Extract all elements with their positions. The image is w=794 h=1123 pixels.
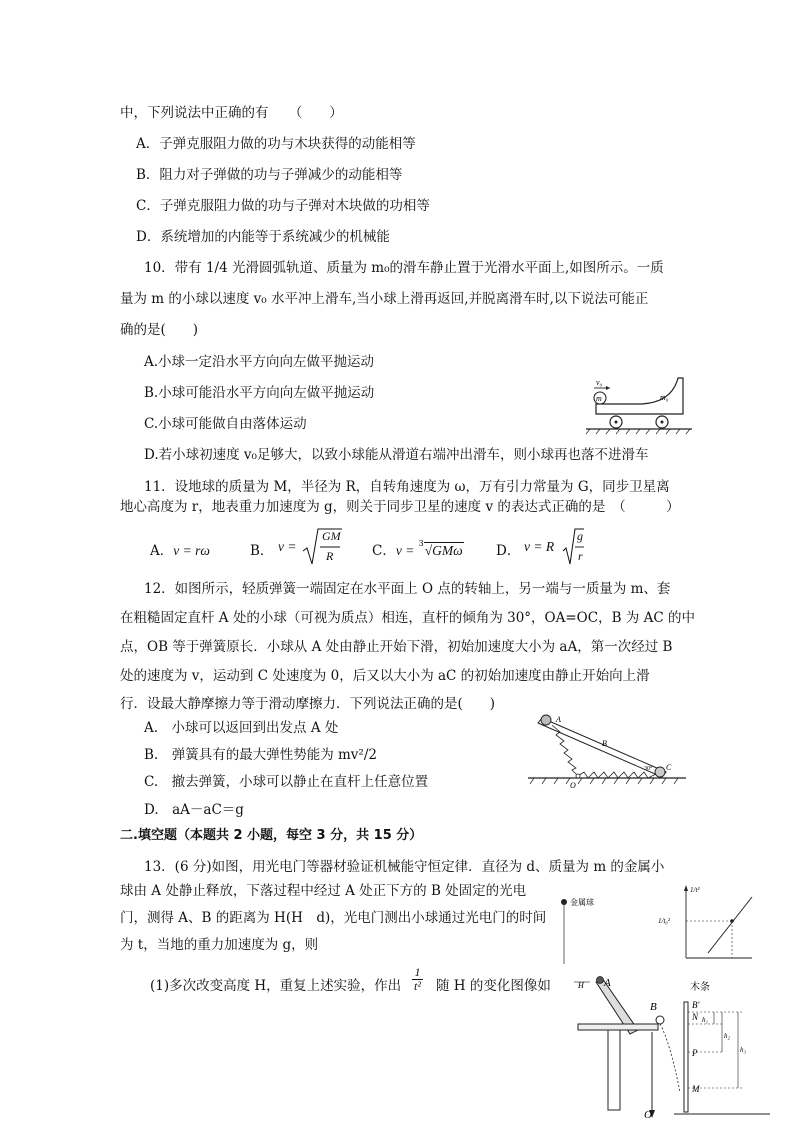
ball-at-c <box>655 767 665 777</box>
section-2-title: 二.填空题（本题共 2 小题，每空 3 分，共 15 分） <box>120 828 423 843</box>
graph-y-tick: 1/t₀² <box>658 917 670 925</box>
q12-incline-figure <box>526 708 690 792</box>
apparatus-h-mark: H <box>578 981 584 990</box>
velocity-label: v₀ <box>596 378 603 387</box>
q11-options: A．v = rω B． v = GM R C．v = $^3$√GMω D． v = R g r <box>150 527 630 567</box>
q10-option-d: D.若小球初速度 v₀足够大，以致小球能从滑道右端冲出滑车，则小球再也落不进滑车 <box>144 447 649 463</box>
apparatus-label-n: N <box>692 1012 699 1022</box>
apparatus-label-b: B <box>650 1001 657 1013</box>
q9-option-b: B．阻力对子弹做的功与子弹减少的动能相等 <box>136 167 403 183</box>
q13-apparatus-figure <box>574 972 774 1120</box>
apparatus-label-o: O <box>644 1109 652 1120</box>
q10-cart-figure <box>584 374 694 436</box>
q9-stem: 中，下列说法中正确的有 （ ） <box>120 105 343 121</box>
q12-line-2: 在粗糙固定直杆 A 处的小球（可视为质点）相连，直杆的倾角为 30°，OA=OC，B 为 AC 的中 <box>120 610 695 626</box>
q9-option-d: D．系统增加的内能等于系统减少的机械能 <box>136 229 390 245</box>
apparatus-label-h2: h₂ <box>724 1032 730 1040</box>
q12-option-c: C. 撤去弹簧，小球可以静止在直杆上任意位置 <box>144 774 429 790</box>
q13-line-1: 13．(6 分)如图，用光电门等器材验证机械能守恒定律．直径为 d、质量为 m 的金属小 <box>144 859 665 875</box>
label-o: O <box>570 781 576 790</box>
graph-y-label: 1/t² <box>690 886 700 894</box>
q9-option-c: C．子弹克服阻力做的功与子弹对木块做的功相等 <box>136 198 430 214</box>
q11-option-c: C．v = $^3$√GMω <box>372 538 463 559</box>
ball-label: m <box>596 394 602 403</box>
label-a: A <box>556 715 561 724</box>
graph-line <box>708 897 752 953</box>
table-leg <box>608 1030 620 1110</box>
q11-option-a: A．v = rω <box>150 543 210 559</box>
cart-label: m₀ <box>660 393 669 402</box>
table-top <box>578 1024 658 1030</box>
q13-line-4: 为 t，当地的重力加速度为 g，则 <box>120 937 319 953</box>
q10-option-a: A.小球一定沿水平方向向左做平抛运动 <box>144 354 375 370</box>
q10-line-3: 确的是( ) <box>120 322 199 338</box>
q13-graph-figure <box>656 883 756 963</box>
wood-strip <box>684 1002 688 1112</box>
q13-line-2: 球由 A 处静止释放，下落过程中经过 A 处正下方的 B 处固定的光电 <box>120 883 527 899</box>
spring-to-c <box>578 772 656 778</box>
q13-ball-figure <box>556 890 616 970</box>
q12-line-3: 点，OB 等于弹簧原长．小球从 A 处由静止开始下滑，初始加速度大小为 aA，第一次经过 B <box>120 639 673 655</box>
q12-line-1: 12．如图所示，轻质弹簧一端固定在水平面上 O 点的转轴上，另一端与一质量为 m、套 <box>144 581 671 597</box>
q9-option-a: A．子弹克服阻力做的功与木块获得的动能相等 <box>136 136 416 152</box>
cart-body <box>596 378 683 414</box>
apparatus-label-p: P <box>692 1048 698 1058</box>
q10-line-1: 10．带有 1/4 光滑圆弧轨道、质量为 m₀的滑车静止置于光滑水平面上,如图所示。一质 <box>144 260 664 276</box>
q10-option-c: C.小球可能做自由落体运动 <box>144 416 307 432</box>
apparatus-label-a: A <box>604 977 611 989</box>
q13-frac: $\frac{1}{\text{t²}}$ <box>414 965 421 993</box>
q12-line-5: 行．设最大静摩擦力等于滑动摩擦力．下列说法正确的是( ) <box>120 696 496 712</box>
q11-line-2: 地心高度为 r，地表重力加速度为 g，则关于同步卫星的速度 v 的表达式正确的是 （ ） <box>120 499 680 515</box>
apparatus-label-wood: 木条 <box>690 982 710 993</box>
q12-line-4: 处的速度为 v，运动到 C 处速度为 0，后又以大小为 aC 的初始加速度由静止开始向上滑 <box>120 668 650 684</box>
apparatus-label-h1: h₁ <box>702 1016 708 1024</box>
apparatus-label-m: M <box>692 1084 700 1094</box>
label-b: B <box>602 739 607 748</box>
label-angle: 30° <box>644 766 653 772</box>
ball-at-a <box>541 715 551 725</box>
apparatus-label-b-prime: B' <box>692 1000 700 1010</box>
q12-option-a: A. 小球可以返回到出发点 A 处 <box>144 720 339 736</box>
q11-line-1: 11．设地球的质量为 M，半径为 R，自转角速度为 ω，万有引力常量为 G，同步卫星离 <box>144 479 670 495</box>
q13-line-3: 门，测得 A、B 的距离为 H(H d)，光电门测出小球通过光电门的时间 <box>120 910 547 926</box>
photogate-ball <box>656 1016 664 1024</box>
ball-caption: 金属球 <box>570 898 594 907</box>
apparatus-label-h3: h₃ <box>740 1046 746 1054</box>
q10-option-b: B.小球可能沿水平方向向左做平抛运动 <box>144 385 375 401</box>
q12-option-b: B. 弹簧具有的最大弹性势能为 mv²/2 <box>144 747 377 763</box>
label-c: C <box>666 763 672 772</box>
q12-option-d: D. aA－aC＝g <box>144 802 244 818</box>
q10-line-2: 量为 m 的小球以速度 v₀ 水平冲上滑车,当小球上滑再返回,并脱离滑车时,以下说法可能正 <box>120 291 649 307</box>
